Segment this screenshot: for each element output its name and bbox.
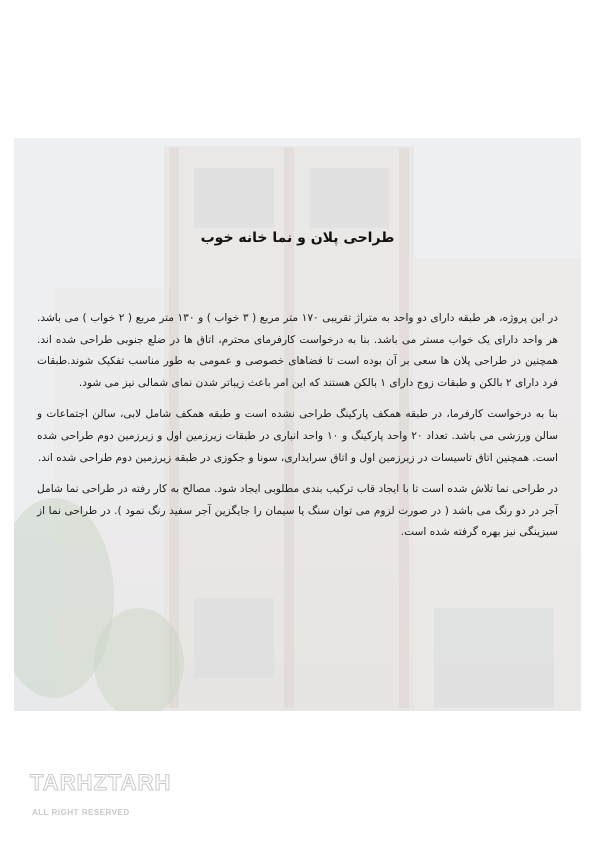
text-content: [14, 138, 581, 711]
paragraph: در این پروژه، هر طبقه دارای دو واحد به متراژ تقریبی ۱۷۰ متر مربع ( ۳ خواب ) و ۱۳۰ متر مربع ( ۲ خواب ) می باشد. هر واحد دارای یک خواب مستر می باشد. بنا به درخواست کارفرمای محترم، اتاق ها در ضلع جنوبی طراحی شده اند. همچنین در طراحی پلان ها سعی بر آن بوده است تا فضاهای خصوصی و عمومی به طور مناسب تفکیک شوند.طبقات فرد دارای ۲ بالکن و طبقات زوج دارای ۱ بالکن هستند که این امر باعث زیباتر شدن نمای شمالی نیز می شود.: [37, 312, 558, 389]
page-title: طراحی پلان و نما خانه خوب: [200, 230, 395, 246]
text-body: [37, 308, 558, 554]
brand-logo: [30, 770, 190, 825]
paragraph: در طراحی نما تلاش شده است تا با ایجاد قاب ترکیب بندی مطلوبی ایجاد شود. مصالح به کار رفته در طراحی نما شامل آجر در دو رنگ می باشد ( در صورت لزوم می توان سنگ یا سیمان را جایگزین آجر سفید رنگ نمود ). در طراحی نما از سبزینگی نیز بهره گرفته شده است.: [37, 483, 558, 539]
background-image-panel: [14, 138, 581, 711]
logo-tagline: ALL RIGHT RESERVED: [32, 808, 130, 817]
paragraph: بنا به درخواست کارفرما، در طبقه همکف پارکینگ طراحی نشده است و طبقه همکف شامل لابی، سالن اجتماعات و سالن ورزشی می باشد. تعداد ۲۰ واحد پارکینگ و ۱۰ واحد انباری در طبقات زیرزمین اول و زیرزمین دوم طراحی شده است. همچنین اتاق تاسیسات در زیرزمین اول و اتاق سرایداری، سونا و جکوزی در طبقه زیرزمین دوم طراحی شده اند.: [37, 408, 558, 464]
logo-name: TARHZTARH: [30, 770, 172, 795]
